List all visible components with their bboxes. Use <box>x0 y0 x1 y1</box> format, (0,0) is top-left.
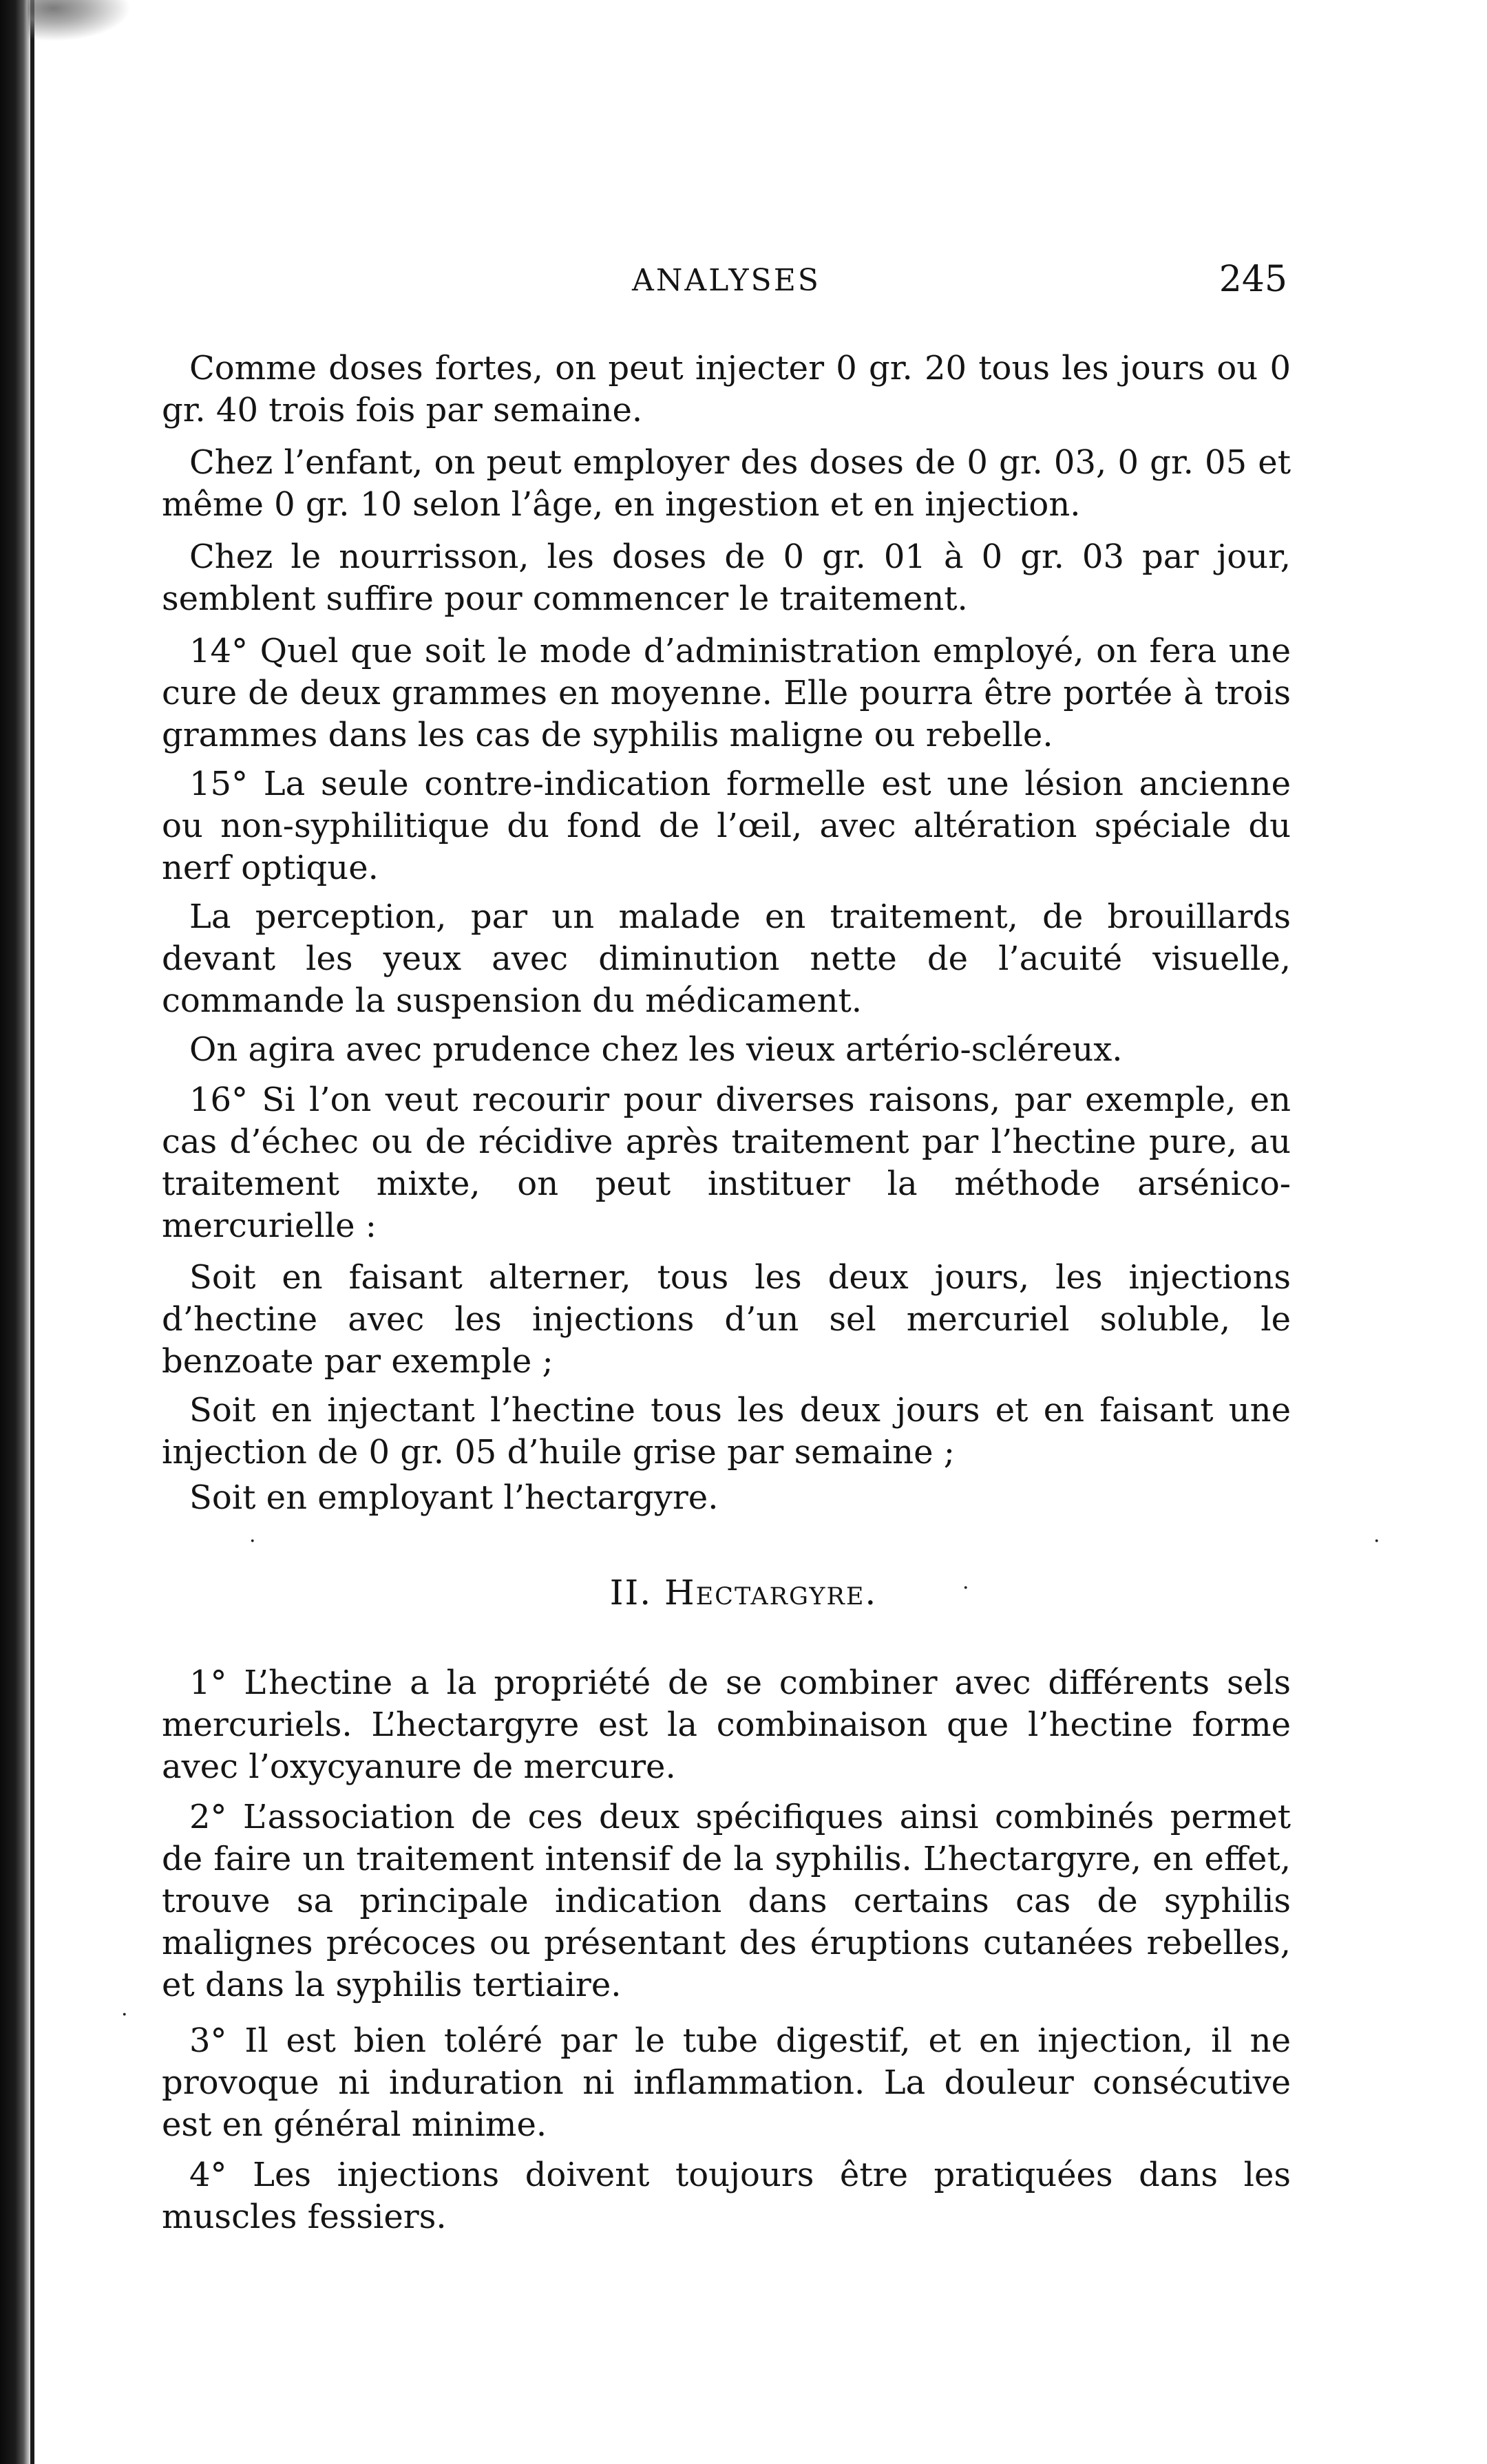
page-header <box>165 259 1287 311</box>
section-heading <box>0 1573 1487 1613</box>
paragraph-infant-doses: Chez le nourrisson, les doses de 0 gr. 01 à 0 gr. 03 par jour, semblent suffire pour commencer le traitement. <box>162 538 1291 618</box>
paragraph-item-16: 16° Si l’on veut recourir pour diverses raisons, par exemple, en cas d’échec ou de récidive après traitement par l’hectine pure, au traitement mixte, on peut instituer la méthode arsénico-mercurielle : <box>162 1081 1291 1245</box>
paragraph-option-alternate: Soit en faisant alterner, tous les deux jours, les injections d’hectine avec les injections d’un sel mercuriel soluble, le benzoate par exemple ; <box>162 1258 1291 1381</box>
running-title: ANALYSES <box>632 263 821 298</box>
print-speck: · <box>249 1529 256 1553</box>
paragraph-item-14: 14° Quel que soit le mode d’administration employé, on fera une cure de deux grammes en moyenne. Elle pourra être portée à trois grammes dans les cas de syphilis maligne ou rebelle. <box>162 632 1291 754</box>
paragraph-hectargyre-3: 3° Il est bien toléré par le tube digestif, et en injection, il ne provoque ni induration ni inflammation. La douleur consécutive est en général minime. <box>162 2021 1291 2144</box>
paragraph-strong-doses: Comme doses fortes, on peut injecter 0 gr. 20 tous les jours ou 0 gr. 40 trois fois par semaine. <box>162 349 1291 429</box>
paragraph-child-doses: Chez l’enfant, on peut employer des doses de 0 gr. 03, 0 gr. 05 et même 0 gr. 10 selon l’âge, en ingestion et en injection. <box>162 443 1291 524</box>
book-spine-shadow <box>0 0 32 2464</box>
scan-corner-mark <box>28 0 131 41</box>
paragraph-option-grey-oil: Soit en injectant l’hectine tous les deux jours et en faisant une injection de 0 gr. 05 d’huile grise par semaine ; <box>162 1391 1291 1472</box>
paragraph-option-hectargyre: Soit en employant l’hectargyre. <box>189 1478 719 1517</box>
paragraph-item-15: 15° La seule contre-indication formelle est une lésion ancienne ou non-syphilitique du fond de l’œil, avec altération spéciale du nerf optique. <box>162 765 1291 887</box>
print-speck: · <box>121 2003 128 2027</box>
section-title: Hectargyre. <box>664 1573 878 1613</box>
paragraph-hectargyre-1: 1° L’hectine a la propriété de se combiner avec différents sels mercuriels. L’hectargyre est la combinaison que l’hectine forme avec l’oxycyanure de mercure. <box>162 1664 1291 1786</box>
section-number: II. <box>609 1573 653 1613</box>
page-number: 245 <box>1219 259 1287 300</box>
book-spine-edge <box>30 0 34 2464</box>
paragraph-prudence: On agira avec prudence chez les vieux artério-scléreux. <box>189 1030 1123 1069</box>
paragraph-perception: La perception, par un malade en traitement, de brouillards devant les yeux avec diminution nette de l’acuité visuelle, commande la suspension du médicament. <box>162 898 1291 1020</box>
print-speck: · <box>962 1576 969 1600</box>
print-speck: · <box>1373 1529 1380 1553</box>
paragraph-hectargyre-2: 2° L’association de ces deux spécifiques ainsi combinés permet de faire un traitement intensif de la syphilis. L’hectargyre, en effet, trouve sa principale indication dans certains cas de syphilis malignes précoces ou présentant des éruptions cutanées rebelles, et dans la syphilis tertiaire. <box>162 1798 1291 2004</box>
paragraph-hectargyre-4: 4° Les injections doivent toujours être pratiquées dans les muscles fessiers. <box>162 2156 1291 2236</box>
